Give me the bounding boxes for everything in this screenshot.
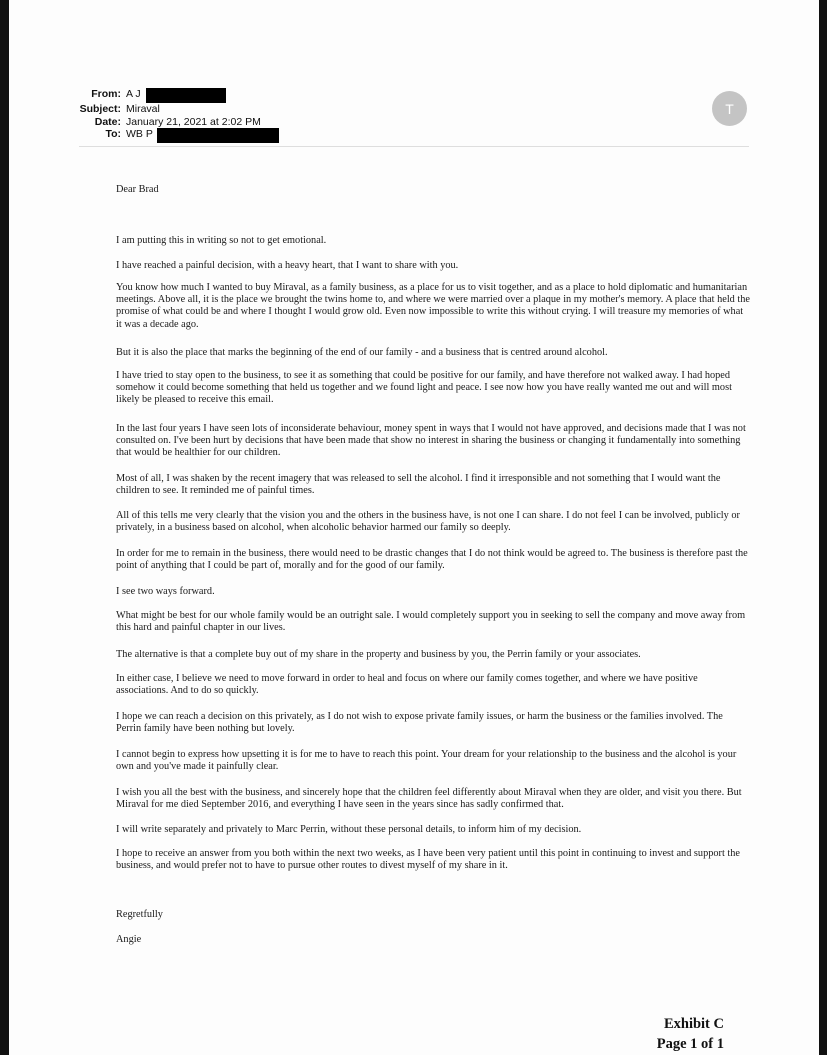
exhibit-stamp — [657, 1014, 724, 1054]
paragraph: I cannot begin to express how upsetting it is for me to have to reach this point. Your dream for your relationship to the business and the alcohol is your own and you've made it painfully clear. — [116, 749, 737, 773]
to-value: WB P — [126, 128, 153, 140]
salutation: Dear Brad — [116, 184, 159, 195]
paragraph: In either case, I believe we need to move forward in order to heal and focus on where our family comes together, and where we have positive associations. And to do so quickly. — [116, 673, 698, 697]
paragraph: I am putting this in writing so not to get emotional. — [116, 235, 327, 246]
exhibit-label: Exhibit C — [663, 1016, 724, 1032]
from-row — [77, 88, 279, 103]
from-label: From: — [91, 88, 121, 100]
to-row — [77, 128, 279, 143]
page-number: Page 1 of 1 — [656, 1036, 724, 1052]
paragraph: Most of all, I was shaken by the recent imagery that was released to sell the alcohol. I find it irresponsible and not something that I would want the children to see. It reminded me of painful times. — [116, 473, 721, 497]
closing: Regretfully — [116, 909, 163, 920]
paragraph: I see two ways forward. — [116, 586, 215, 597]
date-row — [77, 116, 279, 129]
date-label: Date: — [94, 115, 121, 128]
paragraph: I hope we can reach a decision on this privately, as I do not wish to expose private family issues, or harm the business or the families involved. The Perrin family have been nothing but lovely. — [116, 711, 723, 735]
redaction-bar — [146, 88, 226, 103]
paragraph: The alternative is that a complete buy out of my share in the property and business by you, the Perrin family or your associates. — [116, 649, 641, 660]
signature: Angie — [116, 934, 142, 945]
avatar: T — [712, 91, 747, 126]
paragraph: You know how much I wanted to buy Miraval, as a family business, as a place for us to visit together, and as a place to hold diplomatic and humanitarian meetings. Above all, it is the place we brought the twins home to, and where we were married over a plaque in my mother's memory. A place that held the promise of what could be and where I thought I would grow old. Even now impossible to write this without crying. I will treasure my memories of what it was a decade ago. — [116, 282, 750, 330]
date-value: January 21, 2021 at 2:02 PM — [126, 115, 261, 128]
paragraph: But it is also the place that marks the beginning of the end of our family - and a business that is centred around alcohol. — [116, 347, 608, 358]
document-page — [9, 0, 819, 1055]
paragraph: I have tried to stay open to the business, to see it as something that could be positive for our family, and have therefore not walked away. I had hoped somehow it could become something that held us together and we found light and peace. I see now how you have really wanted me out and will most likely be pleased to receive this email. — [116, 370, 732, 406]
subject-value: Miraval — [126, 103, 160, 115]
email-header — [77, 88, 279, 143]
paragraph: What might be best for our whole family would be an outright sale. I would completely support you in seeking to sell the company and move away from this hard and painful chapter in our lives. — [116, 610, 746, 634]
redaction-bar — [157, 128, 279, 143]
to-label: To: — [105, 128, 121, 140]
subject-label: Subject: — [79, 103, 121, 115]
subject-row — [77, 103, 279, 116]
paragraph: I will write separately and privately to Marc Perrin, without these personal details, to inform him of my decision. — [116, 824, 582, 835]
from-value: A J — [126, 88, 141, 100]
paragraph: I wish you all the best with the business, and sincerely hope that the children feel differently about Miraval when they are older, and visit you there. But Miraval for me died September 2016, and everything I have seen in the years since has sadly confirmed that. — [116, 787, 742, 811]
header-divider — [79, 146, 749, 147]
paragraph: In the last four years I have seen lots of inconsiderate behaviour, money spent in ways that I would not have approved, and decisions made that I was not consulted on. I've been hurt by decisions that have been made that show no interest in sharing the business or changing it fundamentally into something that would be healthier for our children. — [116, 423, 746, 459]
paragraph: In order for me to remain in the business, there would need to be drastic changes that I do not think would be agreed to. The business is therefore past the point of anything that I could be part of, morally and for the good of our family. — [116, 548, 748, 572]
paragraph: All of this tells me very clearly that the vision you and the others in the business have, is not one I can share. I do not feel I can be involved, publicly or privately, in a business based on alcohol, when alcoholic behavior harmed our family so deeply. — [116, 510, 740, 534]
paragraph: I hope to receive an answer from you both within the next two weeks, as I have been very patient until this point in continuing to invest and support the business, and would prefer not to have to pursue other routes to divest myself of my share in it. — [116, 848, 740, 872]
paragraph: I have reached a painful decision, with a heavy heart, that I want to share with you. — [116, 260, 459, 271]
